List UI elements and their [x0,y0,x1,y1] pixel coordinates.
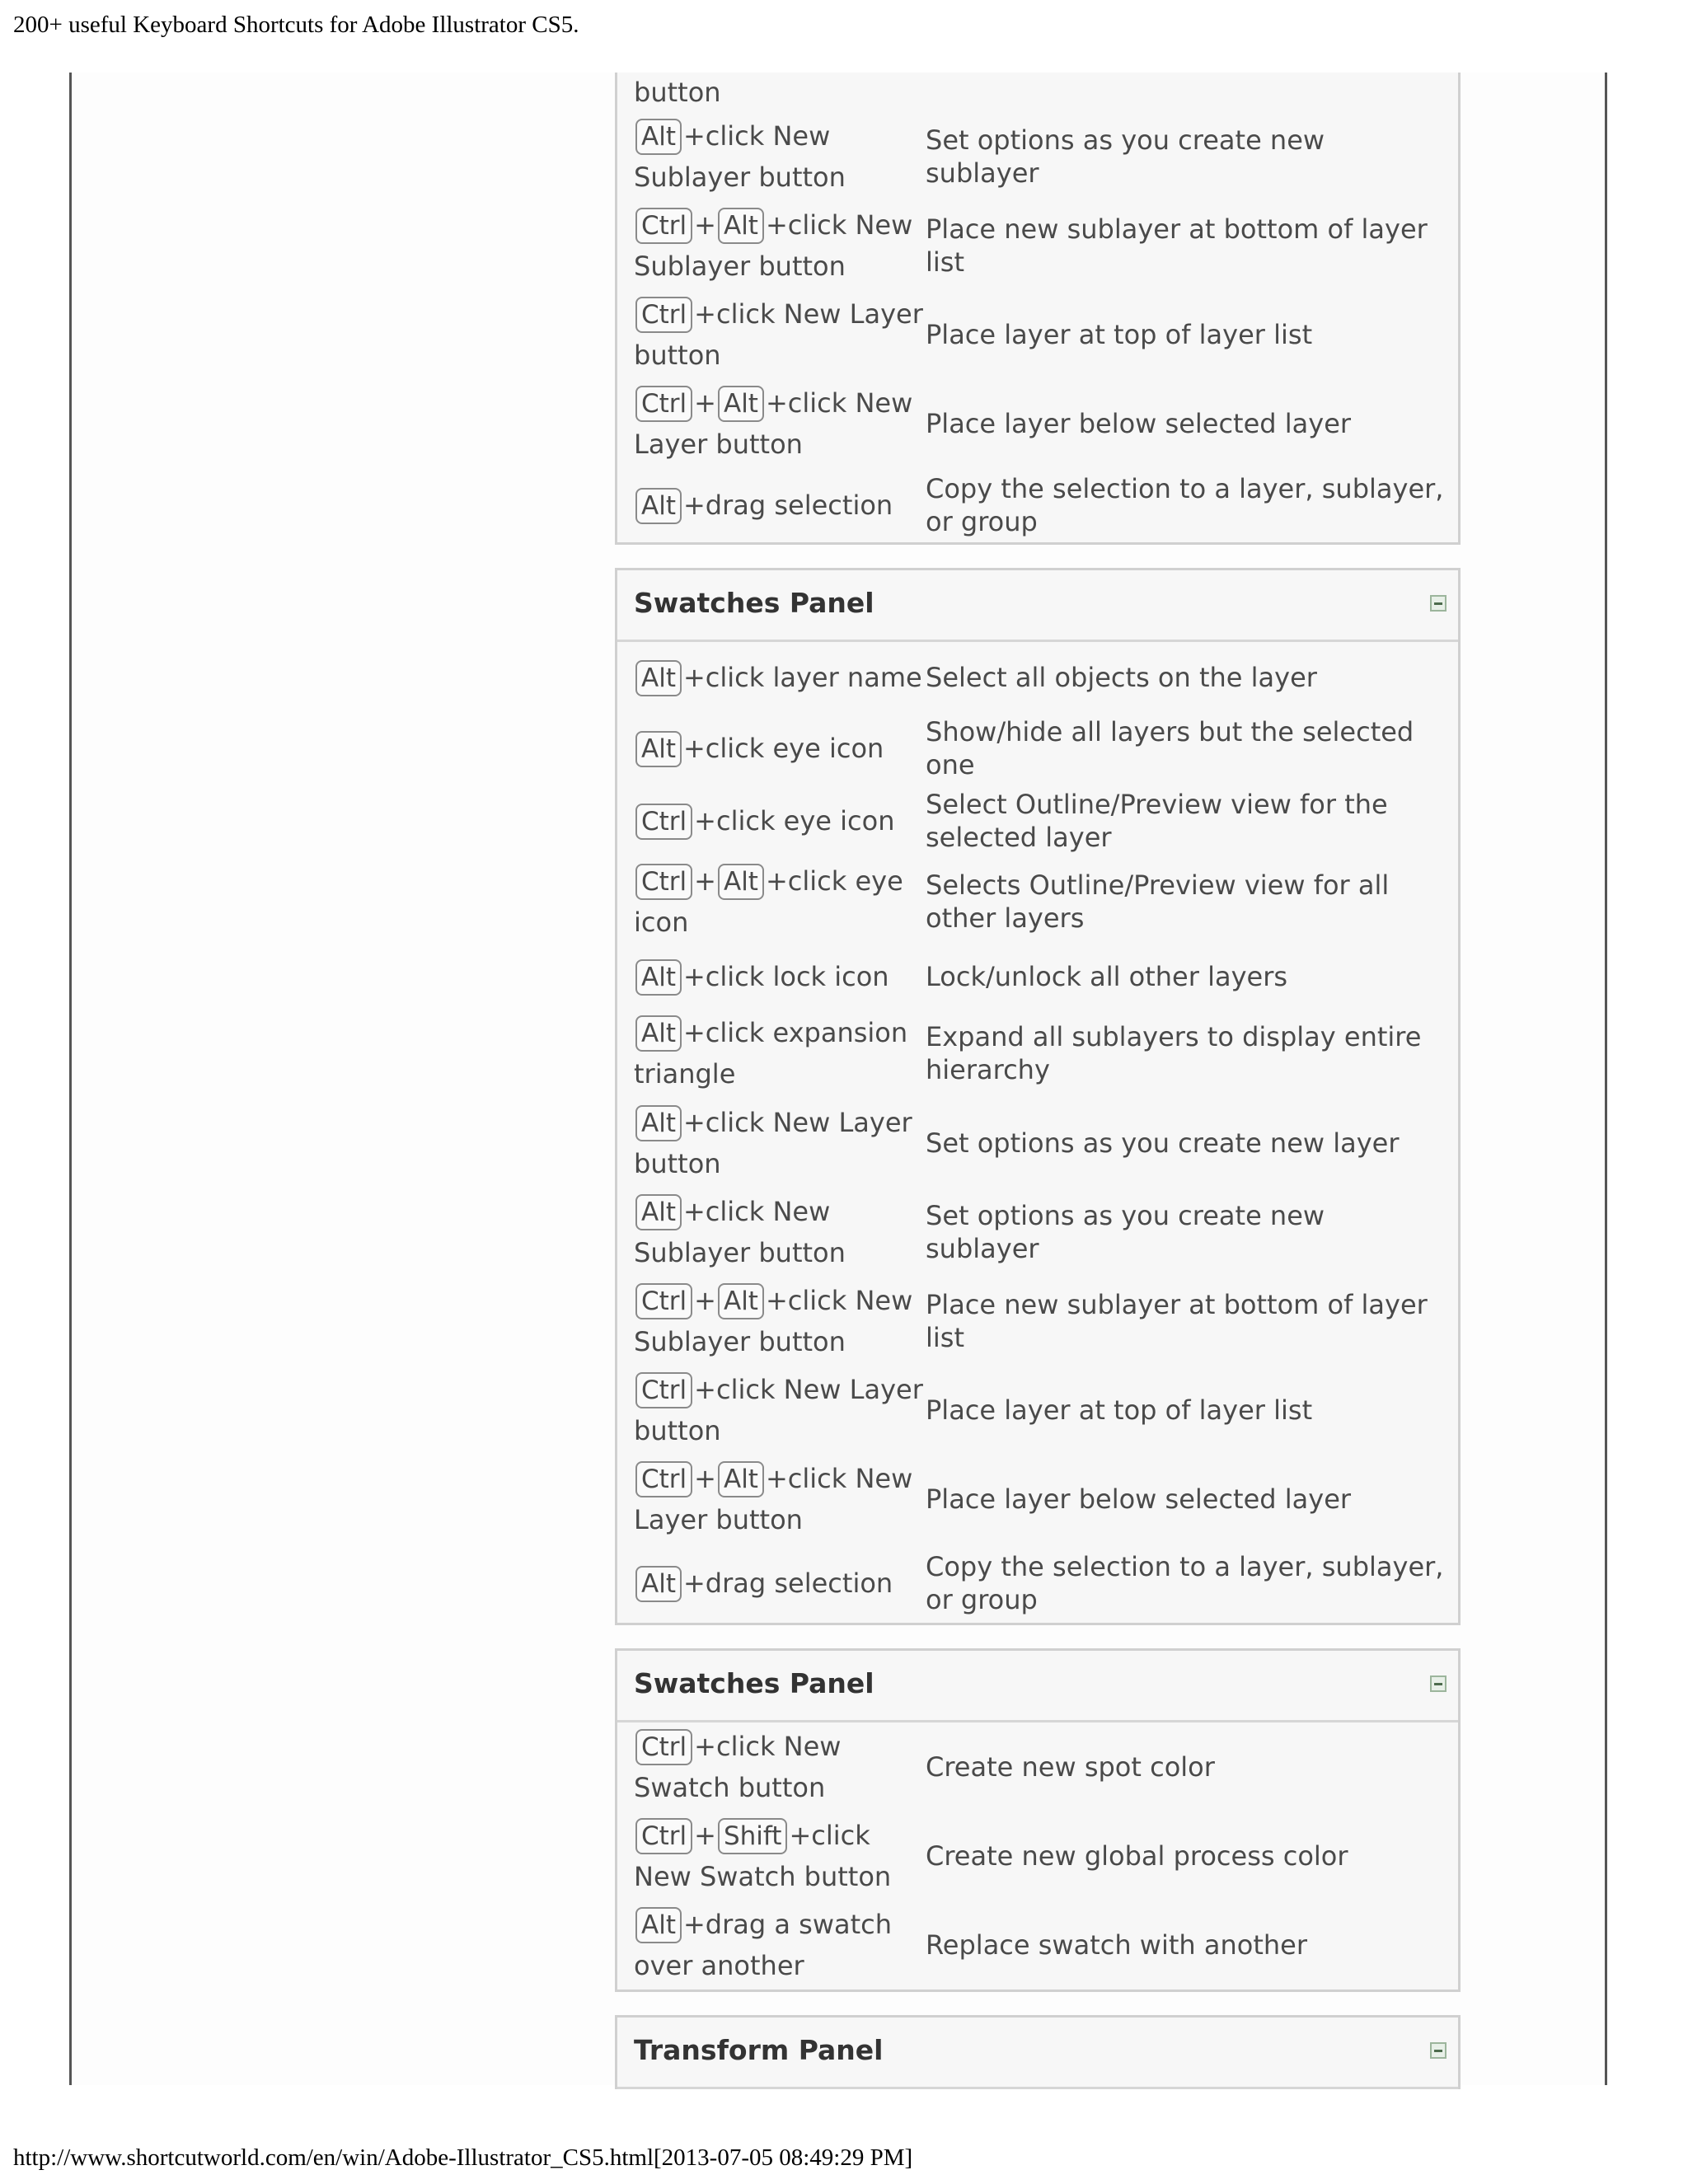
key-alt: Alt [718,1461,764,1497]
shortcut-row [617,1455,1458,1544]
shortcut-panel-swatches-2 [615,1648,1461,1992]
key-ctrl: Ctrl [635,1729,692,1765]
key-ctrl: Ctrl [635,804,692,840]
panel-title: Swatches Panel [634,587,874,619]
shortcut-keys: Alt +click eye icon [634,728,926,769]
shortcut-description: Replace swatch with another [926,1929,1307,1961]
panel-title: Swatches Panel [634,1667,874,1699]
shortcut-keys: Ctrl + Alt +click New Layer button [634,387,913,460]
panel-header[interactable] [617,2018,1458,2089]
key-ctrl: Ctrl [635,1283,692,1319]
shortcut-keys: Ctrl +click New Layer button [634,1374,923,1446]
key-ctrl: Ctrl [635,297,692,333]
shortcut-keys: Alt +click lock icon [634,956,926,997]
key-alt: Alt [635,1566,682,1602]
shortcut-row [617,468,1458,542]
shortcut-row [617,290,1458,379]
shortcut-row [617,784,1458,858]
shortcut-row [617,858,1458,945]
shortcut-keys: Ctrl + Alt +click New Layer button [634,1463,913,1535]
key-alt: Alt [635,1194,682,1230]
shortcut-row [617,1811,1458,1900]
shortcut-keys: Alt +click New Sublayer button [634,120,846,193]
shortcut-row [617,1544,1458,1623]
shortcut-row [617,379,1458,468]
shortcut-row [617,73,1458,112]
key-alt: Alt [718,864,764,900]
key-shift: Shift [718,1818,787,1854]
shortcut-description: Selects Outline/Preview view for all other layers [926,869,1390,934]
key-ctrl: Ctrl [635,864,692,900]
shortcut-row [617,713,1458,784]
key-alt: Alt [635,731,682,767]
shortcut-description: Place layer at top of layer list [926,319,1313,350]
shortcut-row [617,1099,1458,1188]
shortcut-description: Expand all sublayers to display entire hierarchy [926,1021,1422,1085]
shortcut-keys: Alt +click New Layer button [634,1107,912,1179]
shortcut-description: Create new spot color [926,1751,1215,1783]
shortcut-keys: Alt +drag selection [634,485,926,526]
key-alt: Alt [635,959,682,996]
shortcut-row [617,1366,1458,1455]
key-ctrl: Ctrl [635,1818,692,1854]
key-alt: Alt [718,1283,764,1319]
print-footer-url: http://www.shortcutworld.com/en/win/Adobe-Illustrator_CS5.html[2013-07-05 08:49:29 PM] [13,2144,913,2171]
shortcut-keys: Ctrl + Alt +click New Sublayer button [634,1285,913,1357]
shortcut-row [617,1188,1458,1277]
shortcut-keys: button [634,77,721,108]
collapse-icon[interactable] [1430,1675,1447,1692]
shortcut-row [617,642,1458,713]
key-alt: Alt [718,208,764,244]
shortcut-description: Place layer at top of layer list [926,1394,1313,1426]
shortcut-keys: Alt +click New Sublayer button [634,1196,846,1268]
collapse-icon[interactable] [1430,2042,1447,2059]
collapse-icon[interactable] [1430,595,1447,612]
shortcut-keys: Alt +click layer name [634,657,926,698]
shortcut-row [617,1722,1458,1811]
shortcut-panel-transform [615,2015,1461,2089]
shortcut-row [617,1008,1458,1099]
key-ctrl: Ctrl [635,1461,692,1497]
key-alt: Alt [635,660,682,696]
shortcut-description: Show/hide all layers but the selected one [926,716,1414,780]
shortcut-panel-swatches-1 [615,568,1461,1625]
shortcut-description: Copy the selection to a layer, sublayer, or group [926,473,1444,537]
shortcut-description: Set options as you create new sublayer [926,1200,1325,1264]
shortcut-keys: Ctrl +click New Layer button [634,298,923,371]
panel-title: Transform Panel [634,2034,884,2066]
key-ctrl: Ctrl [635,1372,692,1408]
shortcut-description: Create new global process color [926,1840,1348,1872]
shortcut-description: Select all objects on the layer [926,662,1317,693]
shortcut-keys: Alt +click expansion triangle [634,1017,908,1090]
key-alt: Alt [718,386,764,422]
shortcut-keys: Ctrl +click New Swatch button [634,1731,842,1803]
shortcut-column [615,73,1461,2089]
shortcut-keys: Ctrl +click eye icon [634,800,926,841]
shortcut-description: Set options as you create new layer [926,1127,1400,1159]
panel-header[interactable] [617,570,1458,642]
shortcut-keys: Alt +drag a swatch over another [634,1909,893,1981]
key-ctrl: Ctrl [635,208,692,244]
shortcut-description: Place layer below selected layer [926,408,1352,439]
shortcut-row [617,1277,1458,1366]
shortcut-description: Copy the selection to a layer, sublayer, or group [926,1551,1444,1615]
key-alt: Alt [635,1907,682,1943]
shortcut-keys: Ctrl + Shift +click New Swatch button [634,1820,892,1892]
print-header-title: 200+ useful Keyboard Shortcuts for Adobe Illustrator CS5. [13,12,579,38]
shortcut-description: Place layer below selected layer [926,1483,1352,1515]
shortcut-row [617,201,1458,290]
shortcut-keys: Ctrl + Alt +click New Sublayer button [634,209,913,282]
shortcut-row [617,1900,1458,1990]
shortcut-keys: Ctrl + Alt +click eye icon [634,865,903,938]
key-ctrl: Ctrl [635,386,692,422]
panel-header[interactable] [617,1651,1458,1722]
shortcut-keys: Alt +drag selection [634,1563,926,1604]
shortcut-panel-continued [615,73,1461,545]
shortcut-description: Lock/unlock all other layers [926,961,1288,992]
key-alt: Alt [635,488,682,524]
key-alt: Alt [635,1015,682,1052]
shortcut-description: Select Outline/Preview view for the selected layer [926,789,1388,853]
shortcut-row [617,112,1458,201]
shortcut-description: Place new sublayer at bottom of layer list [926,1289,1428,1353]
key-alt: Alt [635,1105,682,1141]
shortcut-description: Place new sublayer at bottom of layer list [926,213,1428,278]
shortcut-description: Set options as you create new sublayer [926,124,1325,189]
shortcut-row [617,945,1458,1008]
key-alt: Alt [635,119,682,155]
